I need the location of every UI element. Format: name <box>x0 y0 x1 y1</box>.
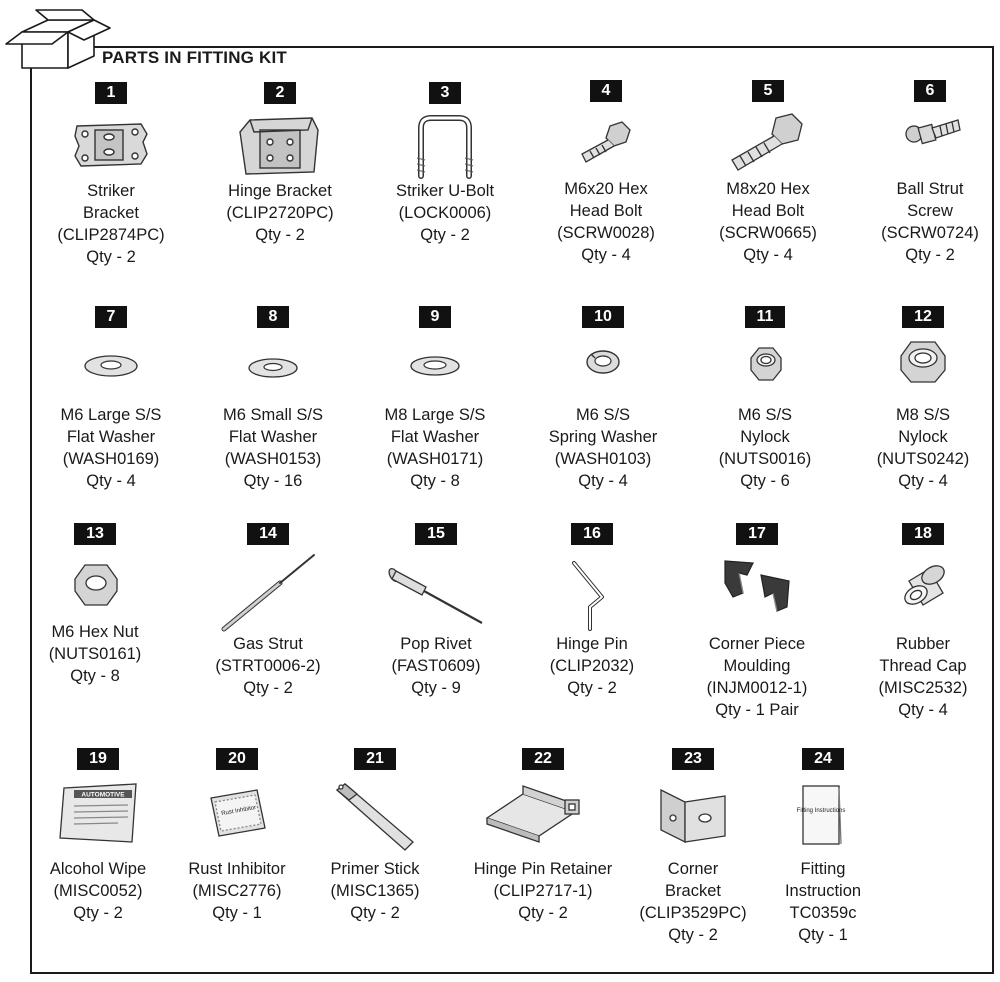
part-number: 15 <box>415 523 457 545</box>
part-11: 11 M6 S/S Nylock (NUTS0016) Qty - 6 <box>685 306 845 492</box>
ball-strut-screw-icon <box>850 110 1000 178</box>
svg-text:Rust Inhibitor: Rust Inhibitor <box>220 804 257 818</box>
part-6: 6 Ball Strut Screw (SCRW0724) Qty - 2 <box>850 80 1000 266</box>
nylock-nut-icon <box>685 336 845 404</box>
part-16: 16 Hinge Pin (CLIP2032) Qty - 2 <box>512 523 672 699</box>
flat-washer-icon <box>193 336 353 404</box>
hex-nut-icon <box>15 553 175 621</box>
hinge-pin-icon <box>512 553 672 633</box>
part-number: 7 <box>95 306 128 328</box>
part-number: 14 <box>247 523 289 545</box>
part-number: 12 <box>902 306 944 328</box>
part-18: 18 Rubber Thread Cap (MISC2532) Qty - 4 <box>843 523 1000 721</box>
hex-bolt-large-icon <box>688 110 848 178</box>
part-15: 15 Pop Rivet (FAST0609) Qty - 9 <box>356 523 516 699</box>
part-5: 5 M8x20 Hex Head Bolt (SCRW0665) Qty - 4 <box>688 80 848 266</box>
box-icon <box>2 6 112 72</box>
hinge-bracket-icon <box>200 112 360 180</box>
part-number: 1 <box>95 82 128 104</box>
thread-cap-icon <box>843 553 1000 633</box>
part-9: 9 M8 Large S/S Flat Washer (WASH0171) Qty - 8 <box>355 306 515 492</box>
part-12: 12 M8 S/S Nylock (NUTS0242) Qty - 4 <box>843 306 1000 492</box>
part-number: 2 <box>264 82 297 104</box>
spring-washer-icon <box>523 336 683 404</box>
instruction-booklet-icon <box>743 778 903 858</box>
rust-inhibitor-icon <box>157 778 317 858</box>
part-14: 14 Gas Strut (STRT0006-2) Qty - 2 <box>188 523 348 699</box>
nylock-nut-icon <box>843 336 1000 404</box>
corner-moulding-icon <box>677 553 837 633</box>
flat-washer-icon <box>355 336 515 404</box>
part-number: 23 <box>672 748 714 770</box>
part-23: 23 Corner Bracket (CLIP3529PC) Qty - 2 <box>613 748 773 946</box>
pin-retainer-icon <box>463 778 623 858</box>
part-4: 4 M6x20 Hex Head Bolt (SCRW0028) Qty - 4 <box>526 80 686 266</box>
alcohol-wipe-icon <box>18 778 178 858</box>
svg-text:Fitting Instructions: Fitting Instructions <box>796 808 846 814</box>
part-21: 21 Primer Stick (MISC1365) Qty - 2 <box>295 748 455 924</box>
part-number: 10 <box>582 306 624 328</box>
part-number: 17 <box>736 523 778 545</box>
part-number: 13 <box>74 523 116 545</box>
part-number: 3 <box>429 82 462 104</box>
part-number: 4 <box>590 80 623 102</box>
part-22: 22 Hinge Pin Retainer (CLIP2717-1) Qty - 2 <box>463 748 623 924</box>
part-1: 1 Striker Bracket (CLIP2874PC) Qty - 2 <box>31 82 191 268</box>
part-17: 17 Corner Piece Moulding (INJM0012-1) Qty - 1 Pair <box>677 523 837 721</box>
u-bolt-icon <box>365 112 525 180</box>
part-number: 8 <box>257 306 290 328</box>
part-2: 2 Hinge Bracket (CLIP2720PC) Qty - 2 <box>200 82 360 246</box>
part-number: 11 <box>745 306 786 328</box>
part-number: 16 <box>571 523 613 545</box>
svg-text:AUTOMOTIVE: AUTOMOTIVE <box>81 791 125 799</box>
part-number: 18 <box>902 523 944 545</box>
part-number: 5 <box>752 80 785 102</box>
part-number: 20 <box>216 748 258 770</box>
part-number: 21 <box>354 748 396 770</box>
pop-rivet-icon <box>356 553 516 633</box>
part-7: 7 M6 Large S/S Flat Washer (WASH0169) Qty - 4 <box>31 306 191 492</box>
part-8: 8 M6 Small S/S Flat Washer (WASH0153) Qty - 16 <box>193 306 353 492</box>
part-3: 3 Striker U-Bolt (LOCK0006) Qty - 2 <box>365 82 525 246</box>
part-24: 24 Fitting Instructions Fitting Instruction TC0359c Qty - 1 <box>743 748 903 946</box>
part-number: 24 <box>802 748 844 770</box>
part-13: 13 M6 Hex Nut (NUTS0161) Qty - 8 <box>15 523 175 687</box>
part-number: 19 <box>77 748 119 770</box>
flat-washer-icon <box>31 336 191 404</box>
part-number: 6 <box>914 80 947 102</box>
gas-strut-icon <box>188 553 348 633</box>
primer-stick-icon <box>295 778 455 858</box>
part-number: 22 <box>522 748 564 770</box>
striker-bracket-icon <box>31 112 191 180</box>
kit-title: PARTS IN FITTING KIT <box>102 48 288 67</box>
hex-bolt-icon <box>526 110 686 178</box>
part-10: 10 M6 S/S Spring Washer (WASH0103) Qty - 4 <box>523 306 683 492</box>
part-number: 9 <box>419 306 452 328</box>
part-20: 20 Rust Inhibitor Rust Inhibitor (MISC2776) Qty - 1 <box>157 748 317 924</box>
part-19: 19 AUTOMOTIVE Alcohol Wipe (MISC0052) Qty - 2 <box>18 748 178 924</box>
